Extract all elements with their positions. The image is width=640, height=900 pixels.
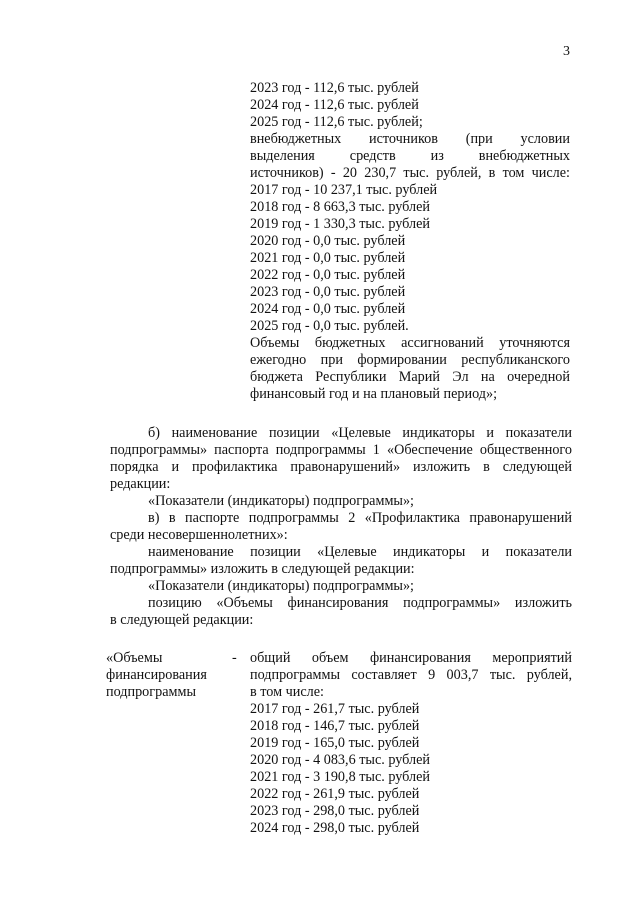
year-line: 2019 год - 1 330,3 тыс. рублей [250,216,430,232]
label-line: подпрограммы [106,684,196,700]
extra-sources-line: источников) - 20 230,7 тыс. рублей, в том числе: [250,165,570,181]
funding-line: 2025 год - 112,6 тыс. рублей; [250,114,423,130]
table-label [106,650,236,701]
year-line: 2020 год - 4 083,6 тыс. рублей [250,752,430,768]
paragraph-line: наименование позиции «Целевые индикаторы и показатели [148,544,572,560]
paragraph-line: позицию «Объемы финансирования подпрограммы» изложить [148,595,572,611]
note-line: Объемы бюджетных ассигнований уточняются [250,335,570,351]
note-line: финансовый год и на плановый период»; [250,386,498,402]
paragraph-line: в) в паспорте подпрограммы 2 «Профилактика правонарушений [148,510,572,526]
note-line: ежегодно при формировании республиканского [250,352,570,368]
paragraph-line: подпрограммы» паспорта подпрограммы 1 «Обеспечение общественного [110,442,572,458]
year-line: 2023 год - 298,0 тыс. рублей [250,803,420,819]
year-line: 2020 год - 0,0 тыс. рублей [250,233,406,249]
year-line: 2019 год - 165,0 тыс. рублей [250,735,420,751]
page-number: 3 [563,44,570,59]
funding-continuation [250,80,570,403]
year-line: 2021 год - 0,0 тыс. рублей [250,250,406,266]
amendment-text [110,425,572,629]
year-line: 2017 год - 10 237,1 тыс. рублей [250,182,438,198]
note-line: бюджета Республики Марий Эл на очередной [250,369,570,385]
paragraph-line: в следующей редакции: [110,612,254,628]
table-value [250,650,572,837]
value-line: подпрограммы составляет 9 003,7 тыс. рублей, [250,667,572,683]
paragraph-line: редакции: [110,476,171,492]
value-line: общий объем финансирования мероприятий [250,650,572,666]
paragraph-line: «Показатели (индикаторы) подпрограммы»; [148,578,415,594]
paragraph-line: б) наименование позиции «Целевые индикаторы и показатели [148,425,572,441]
year-line: 2017 год - 261,7 тыс. рублей [250,701,420,717]
year-line: 2025 год - 0,0 тыс. рублей. [250,318,409,334]
year-line: 2024 год - 298,0 тыс. рублей [250,820,420,836]
label-line: финансирования [106,667,207,683]
extra-sources-line: выделения средств из внебюджетных [250,148,570,164]
year-line: 2023 год - 0,0 тыс. рублей [250,284,406,300]
funding-line: 2023 год - 112,6 тыс. рублей [250,80,419,96]
paragraph-line: подпрограммы» изложить в следующей редакции: [110,561,415,577]
extra-sources-line: внебюджетных источников (при условии [250,131,570,147]
paragraph-line: «Показатели (индикаторы) подпрограммы»; [148,493,415,509]
year-line: 2018 год - 8 663,3 тыс. рублей [250,199,430,215]
year-line: 2021 год - 3 190,8 тыс. рублей [250,769,430,785]
year-line: 2022 год - 261,9 тыс. рублей [250,786,420,802]
year-line: 2018 год - 146,7 тыс. рублей [250,718,420,734]
table-dash: - [232,650,237,666]
funding-line: 2024 год - 112,6 тыс. рублей [250,97,419,113]
value-line: в том числе: [250,684,324,700]
paragraph-line: порядка и профилактика правонарушений» изложить в следующей [110,459,572,475]
year-line: 2022 год - 0,0 тыс. рублей [250,267,406,283]
paragraph-line: среди несовершеннолетних»: [110,527,288,543]
year-line: 2024 год - 0,0 тыс. рублей [250,301,406,317]
label-line: «Объемы [106,650,163,666]
